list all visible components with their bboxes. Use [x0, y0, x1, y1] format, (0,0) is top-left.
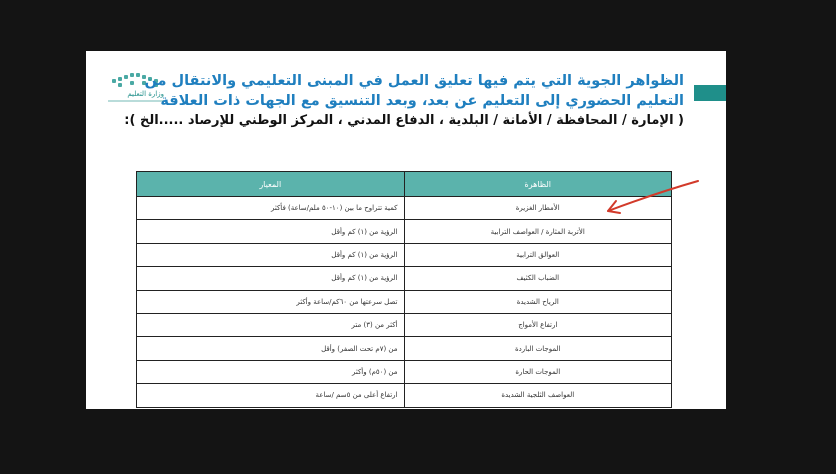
- phenomenon-cell: الموجات الحارة: [404, 360, 672, 383]
- criterion-cell: الرؤية من (١) كم وأقل: [137, 220, 405, 243]
- phenomenon-cell: العوالق الترابية: [404, 243, 672, 266]
- phenomenon-cell: الضباب الكثيف: [404, 267, 672, 290]
- criterion-cell: تصل سرعتها من ٦٠كم/ساعة وأكثر: [137, 290, 405, 313]
- slide: [86, 51, 726, 409]
- logo-text: وزارة التعليم: [127, 90, 164, 98]
- header-phenomenon: الظاهرة: [404, 172, 672, 197]
- heading-line-2: التعليم الحضوري إلى التعليم عن بعد، وبعد التنسيق مع الجهات ذات العلاقة: [160, 93, 684, 109]
- criterion-cell: الرؤية من (١) كم وأقل: [137, 267, 405, 290]
- heading-line-1: الظواهر الجوية التي يتم فيها تعليق العمل في المبنى التعليمي والانتقال من: [144, 73, 684, 89]
- criterion-cell: الرؤية من (١) كم وأقل: [137, 243, 405, 266]
- red-annotation-arrow-icon: [86, 51, 726, 409]
- phenomenon-cell: الأمطار الغزيرة: [404, 197, 672, 220]
- phenomenon-cell: الأتربة المثارة / العواصف الترابية: [404, 220, 672, 243]
- phenomenon-cell: ارتفاع الأمواج: [404, 313, 672, 336]
- criterion-cell: من (٧م تحت الصفر) وأقل: [137, 337, 405, 360]
- phenomenon-cell: العواصف الثلجية الشديدة: [404, 384, 672, 407]
- heading-line-3: ( الإمارة / المحافظة / الأمانة / البلدية ، الدفاع المدني ، المركز الوطني للإرصاد .....الخ ):: [124, 113, 684, 128]
- criterion-cell: من (٥٠م) وأكثر: [137, 360, 405, 383]
- criterion-cell: كمية تتراوح ما بين (١٠-٥٠ ملم/ساعة) فأكثر: [137, 197, 405, 220]
- header-criterion: المعيار: [137, 172, 405, 197]
- phenomenon-cell: الرياح الشديدة: [404, 290, 672, 313]
- criterion-cell: أكثر من (٣) متر: [137, 313, 405, 336]
- criterion-cell: ارتفاع أعلى من ٥سم /ساعة: [137, 384, 405, 407]
- phenomenon-cell: الموجات الباردة: [404, 337, 672, 360]
